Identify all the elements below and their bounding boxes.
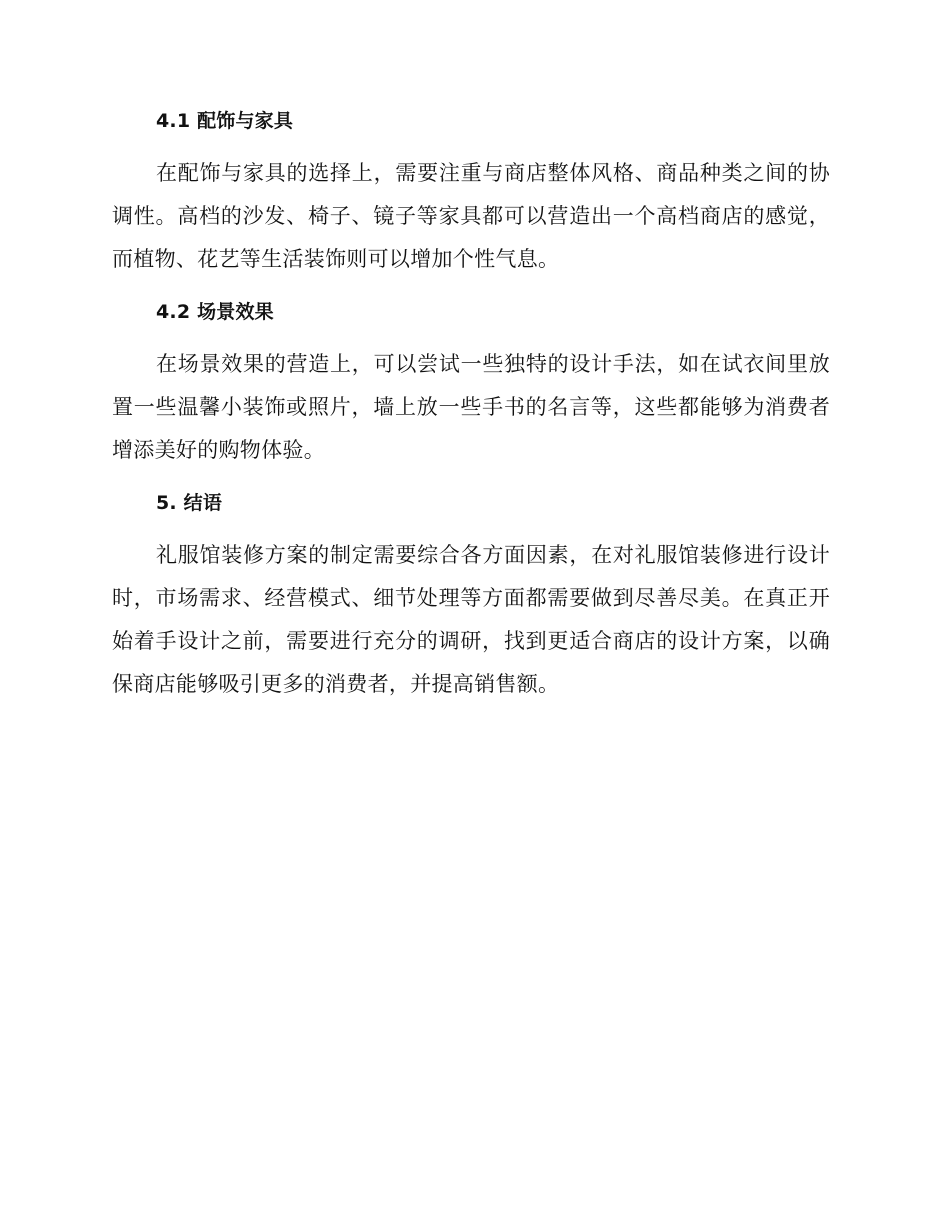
section-paragraph-4-1: 在配饰与家具的选择上，需要注重与商店整体风格、商品种类之间的协调性。高档的沙发、椅子、镜子等家具都可以营造出一个高档商店的感觉，而植物、花艺等生活装饰则可以增加个性气息。 <box>112 161 830 271</box>
section-heading-5: 5. 结语 <box>156 492 223 514</box>
section-paragraph-5: 礼服馆装修方案的制定需要综合各方面因素，在对礼服馆装修进行设计时，市场需求、经营模式、细节处理等方面都需要做到尽善尽美。在真正开始着手设计之前，需要进行充分的调研，找到更适合商店的设计方案，以确保商店能够吸引更多的消费者，并提高销售额。 <box>112 543 830 696</box>
section-heading-4-1: 4.1 配饰与家具 <box>156 110 294 132</box>
section-heading-4-2: 4.2 场景效果 <box>156 301 274 323</box>
section-paragraph-4-2: 在场景效果的营造上，可以尝试一些独特的设计手法，如在试衣间里放置一些温馨小装饰或照片，墙上放一些手书的名言等，这些都能够为消费者增添美好的购物体验。 <box>112 352 830 462</box>
document-page <box>112 108 830 724</box>
